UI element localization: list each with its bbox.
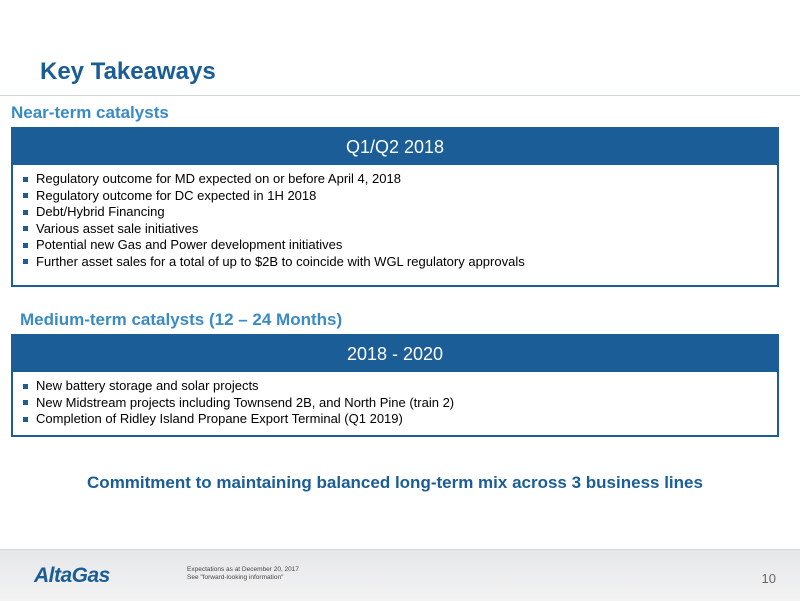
page-number: 10 xyxy=(761,571,776,586)
commitment-statement: Commitment to maintaining balanced long-term mix across 3 business lines xyxy=(87,473,703,492)
medium-term-list xyxy=(13,372,777,428)
near-term-list xyxy=(13,165,777,270)
footnote-expectations: Expectations as at December 20, 2017 xyxy=(187,566,300,573)
slide-footer xyxy=(0,549,800,601)
near-term-heading: Near-term catalysts xyxy=(11,103,169,122)
footnotes xyxy=(187,566,299,582)
bullet-icon xyxy=(23,384,28,389)
list-item: Debt/Hybrid Financing xyxy=(23,204,777,221)
title-divider xyxy=(0,95,800,96)
list-item: New Midstream projects including Townsend 2B, and North Pine (train 2) xyxy=(23,395,777,412)
bullet-icon xyxy=(23,226,28,231)
bullet-icon xyxy=(23,400,28,405)
bullet-icon xyxy=(23,259,28,264)
list-item: Further asset sales for a total of up to $2B to coincide with WGL regulatory approvals xyxy=(23,254,777,271)
bullet-icon xyxy=(23,210,28,215)
medium-term-period: 2018 - 2020 xyxy=(13,336,777,372)
near-term-period: Q1/Q2 2018 xyxy=(13,129,777,165)
near-term-box xyxy=(11,127,779,287)
list-item: Various asset sale initiatives xyxy=(23,221,777,238)
altagas-logo: AltaGas xyxy=(34,564,110,587)
slide-title: Key Takeaways xyxy=(40,58,216,85)
bullet-icon xyxy=(23,177,28,182)
medium-term-heading: Medium-term catalysts (12 – 24 Months) xyxy=(20,310,343,329)
list-item: Completion of Ridley Island Propane Export Terminal (Q1 2019) xyxy=(23,411,777,428)
list-item: Regulatory outcome for MD expected on or before April 4, 2018 xyxy=(23,171,777,188)
list-item: New battery storage and solar projects xyxy=(23,378,777,395)
bullet-icon xyxy=(23,193,28,198)
list-item: Potential new Gas and Power development initiatives xyxy=(23,237,777,254)
bullet-icon xyxy=(23,417,28,422)
medium-term-box xyxy=(11,334,779,437)
bullet-icon xyxy=(23,243,28,248)
footnote-forward-looking: See "forward-looking information" xyxy=(187,574,284,581)
list-item: Regulatory outcome for DC expected in 1H 2018 xyxy=(23,188,777,205)
